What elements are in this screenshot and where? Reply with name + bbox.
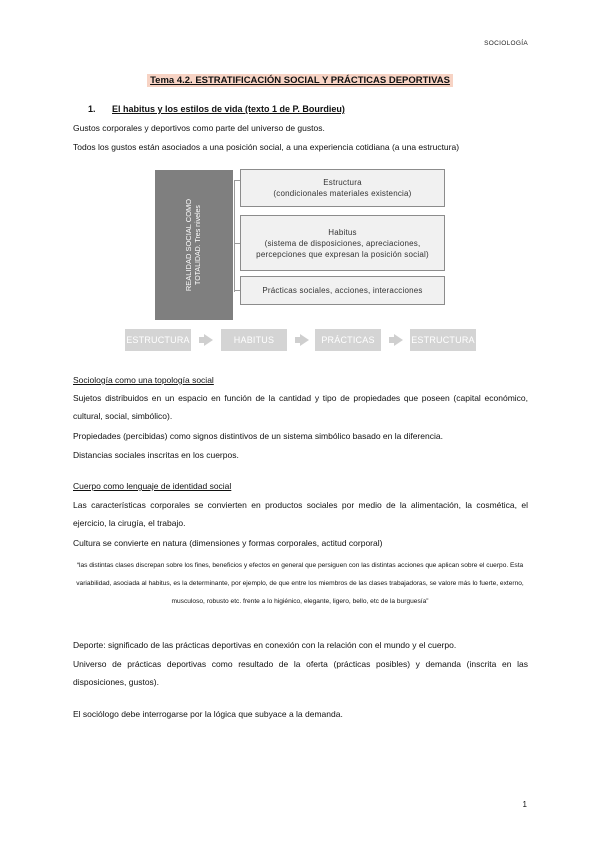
box-desc: (condicionales materiales existencia) xyxy=(273,189,412,198)
paragraph-sociologo: El sociólogo debe interrogarse por la lógica que subyace a la demanda. xyxy=(73,709,343,719)
section-title: El habitus y los estilos de vida (texto 1 de P. Bourdieu) xyxy=(112,104,345,114)
diagram-box-estructura xyxy=(240,169,445,207)
arrow-right-icon xyxy=(300,334,309,346)
diagram-box-practicas xyxy=(240,276,445,305)
flow-step-habitus: HABITUS xyxy=(221,329,287,351)
arrow-right-icon xyxy=(204,334,213,346)
paragraph-sujetos: Sujetos distribuidos en un espacio en función de la cantidad y tipo de propiedades que poseen (capital económico, cultural, social, simbólico). xyxy=(73,393,528,421)
diagram-box-habitus xyxy=(240,215,445,271)
box-title: Estructura xyxy=(323,178,362,187)
paragraph-distancias: Distancias sociales inscritas en los cuerpos. xyxy=(73,450,239,460)
paragraph-propiedades: Propiedades (percibidas) como signos distintivos de un sistema simbólico basado en la diferencia. xyxy=(73,431,443,441)
box-desc: (sistema de disposiciones, apreciaciones, percepciones que expresan la posición social) xyxy=(256,238,429,259)
paragraph-universo: Universo de prácticas deportivas como resultado de la oferta (prácticas posibles) y demanda (inscrita en las disposiciones, gustos). xyxy=(73,659,528,687)
paragraph-caracteristicas: Las características corporales se convierten en productos sociales por medio de la alimentación, la cosmética, el ejercicio, la cirugía, el trabajo. xyxy=(73,500,528,528)
diagram-left-box xyxy=(155,170,233,320)
page-title: Tema 4.2. ESTRATIFICACIÓN SOCIAL Y PRÁCTICAS DEPORTIVAS xyxy=(147,74,453,87)
arrow-right-icon xyxy=(394,334,403,346)
paragraph-posicion: Todos los gustos están asociados a una posición social, a una experiencia cotidiana (a una estructura) xyxy=(73,142,460,152)
flow-step-estructura-2: ESTRUCTURA xyxy=(410,329,476,351)
box-title: Habitus xyxy=(328,227,357,237)
paragraph-deporte: Deporte: significado de las prácticas deportivas en conexión con la relación con el mundo y el cuerpo. xyxy=(73,640,457,650)
diagram-left-label-line1: REALIDAD SOCIAL COMO xyxy=(184,198,193,292)
diagram-left-label-line2: TOTALIDAD. Tres niveles xyxy=(195,205,202,285)
flow-step-practicas: PRÁCTICAS xyxy=(315,329,381,351)
flow-step-estructura: ESTRUCTURA xyxy=(125,329,191,351)
section-number: 1. xyxy=(88,104,96,114)
section-heading xyxy=(88,104,345,114)
subheading-cuerpo: Cuerpo como lenguaje de identidad social xyxy=(73,481,232,491)
quote-block: “las distintas clases discrepan sobre los fines, beneficios y efectos en general que persiguen con las distintas acciones que aplican sobre el cuerpo. Esta variabilidad, asociada al habitus, es la determinante, por ejemplo, de que entre los miembros de las clases trabajadoras, se valore más lo fuerte, externo, musculoso, robusto etc. frente a lo higiénico, elegante, ligero, bello, etc de la burguesía” xyxy=(76,562,524,605)
paragraph-cultura: Cultura se convierte en natura (dimensiones y formas corporales, actitud corporal) xyxy=(73,538,383,548)
diagram-connector xyxy=(234,180,235,292)
box-title: Prácticas sociales, acciones, interacciones xyxy=(262,286,423,295)
header-tag: SOCIOLOGÍA xyxy=(484,40,528,47)
subheading-topologia: Sociología como una topología social xyxy=(73,375,214,385)
paragraph-gustos: Gustos corporales y deportivos como parte del universo de gustos. xyxy=(73,123,325,133)
diagram-left-label xyxy=(155,170,233,320)
page-number: 1 xyxy=(522,800,527,809)
title-wrapper xyxy=(0,70,600,88)
